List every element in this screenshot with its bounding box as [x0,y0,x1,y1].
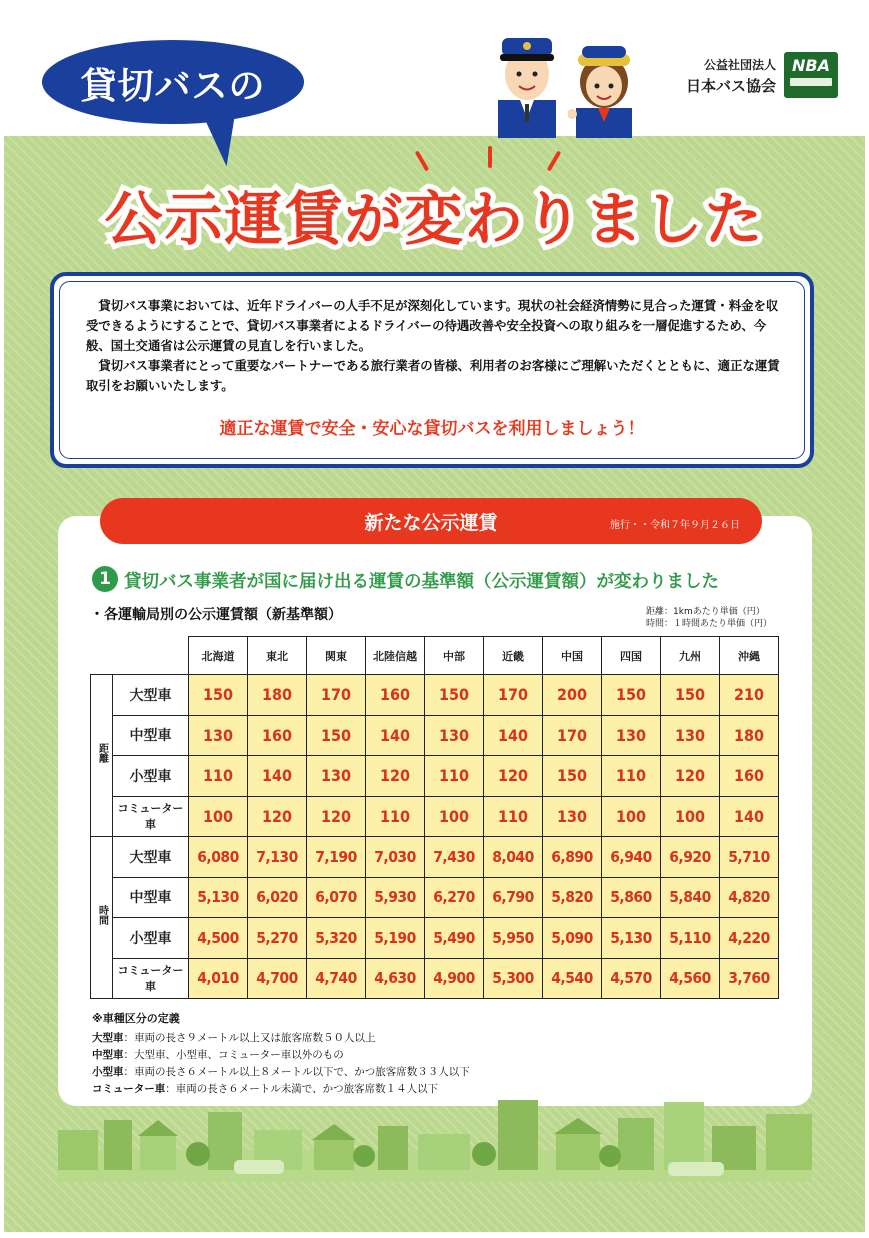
definition-desc: ：大型車、小型車、コミューター車以外のもの [123,1049,344,1061]
fare-cell: 5,090 [543,918,602,959]
definition-desc: ：車両の長さ６メートル以上８メートル以下で、かつ旅客席数３３人以下 [123,1066,470,1078]
fare-cell: 7,130 [248,837,307,878]
fare-cell: 120 [484,756,543,797]
region-header: 関東 [307,637,366,675]
vehicle-type: 大型車 [113,837,189,878]
fare-cell: 7,190 [307,837,366,878]
fare-cell: 150 [307,715,366,756]
fare-cell: 130 [543,796,602,837]
fare-cell: 140 [484,715,543,756]
table-corner [91,637,189,675]
fare-cell: 5,270 [248,918,307,959]
fare-cell: 150 [661,675,720,716]
intro-paragraph: 貸切バス事業においては、近年ドライバーの人手不足が深刻化しています。現状の社会経済情勢に見合った運賃・料金を収受できるようにすることで、貸切バス事業者によるドライバーの待遇改善や安全投資への取り組みを一層促進するため、今般、国土交通省は公示運賃の見直しを行いました。 [86,298,779,353]
table-row [91,958,779,999]
definition-term: 小型車 [92,1066,124,1078]
fare-cell: 140 [366,715,425,756]
mascot-illustration [492,30,642,138]
fare-cell: 130 [307,756,366,797]
definitions-title: ※車種区分の定義 [92,1012,180,1025]
fare-cell: 130 [661,715,720,756]
fare-cell: 160 [366,675,425,716]
fare-cell: 5,930 [366,877,425,918]
unit-distance: 距離：1kmあたり単価（円） [646,607,765,617]
fare-cell: 5,840 [661,877,720,918]
fare-cell: 4,900 [425,958,484,999]
region-header: 近畿 [484,637,543,675]
definition-item [92,1047,470,1064]
definition-item [92,1030,470,1047]
group-label-time [91,837,113,999]
fare-cell: 180 [720,715,779,756]
fare-cell: 150 [189,675,248,716]
fare-cell: 3,760 [720,958,779,999]
fare-cell: 5,130 [189,877,248,918]
fare-cell: 5,860 [602,877,661,918]
table-row [91,837,779,878]
guide-mascot-icon [568,42,640,138]
fare-cell: 180 [248,675,307,716]
unit-time: 時間：１時間あたり単価（円） [646,619,773,629]
definition-term: 大型車 [92,1032,124,1044]
fare-cell: 6,080 [189,837,248,878]
fare-cell: 150 [425,675,484,716]
fare-cell: 150 [602,675,661,716]
vehicle-type: コミューター車 [113,958,189,999]
fare-cell: 170 [307,675,366,716]
section-title: 貸切バス事業者が国に届け出る運賃の基準額（公示運賃額）が変わりました [124,572,719,592]
fare-cell: 5,110 [661,918,720,959]
fare-cell: 110 [189,756,248,797]
fare-cell: 4,500 [189,918,248,959]
definition-desc: ：車両の長さ９メートル以上又は旅客席数５０人以上 [123,1032,376,1044]
fare-cell: 6,920 [661,837,720,878]
fare-cell: 5,130 [602,918,661,959]
region-header: 北陸信越 [366,637,425,675]
fare-cell: 210 [720,675,779,716]
fare-cell: 120 [307,796,366,837]
definition-term: 中型車 [92,1049,124,1061]
fare-cell: 5,320 [307,918,366,959]
bubble-text: 貸切バスの [80,66,266,107]
fare-cell: 6,070 [307,877,366,918]
vehicle-type: コミューター車 [113,796,189,837]
fare-cell: 140 [248,756,307,797]
region-header: 中部 [425,637,484,675]
fare-cell: 5,190 [366,918,425,959]
vehicle-type: 中型車 [113,715,189,756]
definition-desc: ：車両の長さ６メートル未満で、かつ旅客席数１４人以下 [165,1083,439,1095]
fare-cell: 120 [248,796,307,837]
org-title: 日本バス協会 [685,77,776,95]
fare-cell: 100 [189,796,248,837]
definition-item [92,1064,470,1081]
nba-logo [784,52,838,98]
vehicle-type: 中型車 [113,877,189,918]
unit-notes [646,606,772,630]
fare-cell: 4,540 [543,958,602,999]
table-row [91,675,779,716]
fare-cell: 7,030 [366,837,425,878]
intro-paragraph: 貸切バス事業者にとって重要なパートナーである旅行業者の皆様、利用者のお客様にご理解いただくとともに、適正な運賃取引をお願いいたします。 [86,358,780,393]
fare-cell: 5,490 [425,918,484,959]
fare-cell: 4,570 [602,958,661,999]
section-number: 1 [92,566,118,592]
organization-name [680,56,776,96]
fare-cell: 120 [661,756,720,797]
fare-cell: 4,700 [248,958,307,999]
group-label: 時間 [96,905,108,925]
table-row [91,715,779,756]
fare-cell: 160 [248,715,307,756]
group-label-distance [91,675,113,837]
main-title: 公示運賃が変わりました [104,185,765,253]
fare-cell: 110 [425,756,484,797]
fare-cell: 110 [484,796,543,837]
fare-cell: 6,020 [248,877,307,918]
vehicle-type: 大型車 [113,675,189,716]
vehicle-definitions [92,1010,470,1098]
fare-cell: 170 [484,675,543,716]
table-row [91,796,779,837]
table-row [91,756,779,797]
fare-cell: 5,710 [720,837,779,878]
table-header-row [91,637,779,675]
table-row [91,918,779,959]
fare-cell: 7,430 [425,837,484,878]
effective-date: 施行・・令和７年９月２６日 [610,520,740,531]
fare-cell: 200 [543,675,602,716]
fare-cell: 100 [425,796,484,837]
fare-cell: 6,890 [543,837,602,878]
fare-cell: 130 [189,715,248,756]
section-banner [100,498,762,544]
banner-title: 新たな公示運賃 [364,512,498,534]
fare-cell: 100 [602,796,661,837]
fare-cell: 130 [602,715,661,756]
fare-cell: 100 [661,796,720,837]
fare-cell: 5,950 [484,918,543,959]
driver-mascot-icon [492,30,562,138]
region-header: 東北 [248,637,307,675]
table-row [91,877,779,918]
fare-cell: 6,790 [484,877,543,918]
intro-box [50,272,814,468]
region-header: 九州 [661,637,720,675]
region-header: 沖縄 [720,637,779,675]
fare-cell: 5,820 [543,877,602,918]
fare-table [90,636,779,999]
fare-cell: 4,560 [661,958,720,999]
fare-cell: 4,820 [720,877,779,918]
fare-cell: 110 [602,756,661,797]
fare-cell: 160 [720,756,779,797]
fare-cell: 4,010 [189,958,248,999]
logo-text: NBA [792,56,830,75]
fare-cell: 120 [366,756,425,797]
fare-cell: 130 [425,715,484,756]
intro-text [86,296,786,396]
emphasis-mark [488,146,492,168]
townscape-illustration [58,1090,812,1182]
fare-cell: 5,300 [484,958,543,999]
fare-cell: 150 [543,756,602,797]
vehicle-type: 小型車 [113,918,189,959]
org-subtitle: 公益社団法人 [703,58,776,72]
region-header: 北海道 [189,637,248,675]
group-label: 距離 [96,743,108,763]
intro-call-to-action: 適正な運賃で安全・安心な貸切バスを利用しましょう！ [219,419,645,439]
region-header: 四国 [602,637,661,675]
fare-cell: 140 [720,796,779,837]
fare-cell: 170 [543,715,602,756]
logo-bar [790,78,832,86]
fare-cell: 8,040 [484,837,543,878]
table-subheading: ・各運輸局別の公示運賃額（新基準額） [90,607,342,623]
fare-cell: 4,220 [720,918,779,959]
region-header: 中国 [543,637,602,675]
fare-cell: 4,740 [307,958,366,999]
definition-term: コミューター車 [92,1083,166,1095]
fare-cell: 4,630 [366,958,425,999]
fare-cell: 6,270 [425,877,484,918]
fare-cell: 110 [366,796,425,837]
vehicle-type: 小型車 [113,756,189,797]
fare-cell: 6,940 [602,837,661,878]
